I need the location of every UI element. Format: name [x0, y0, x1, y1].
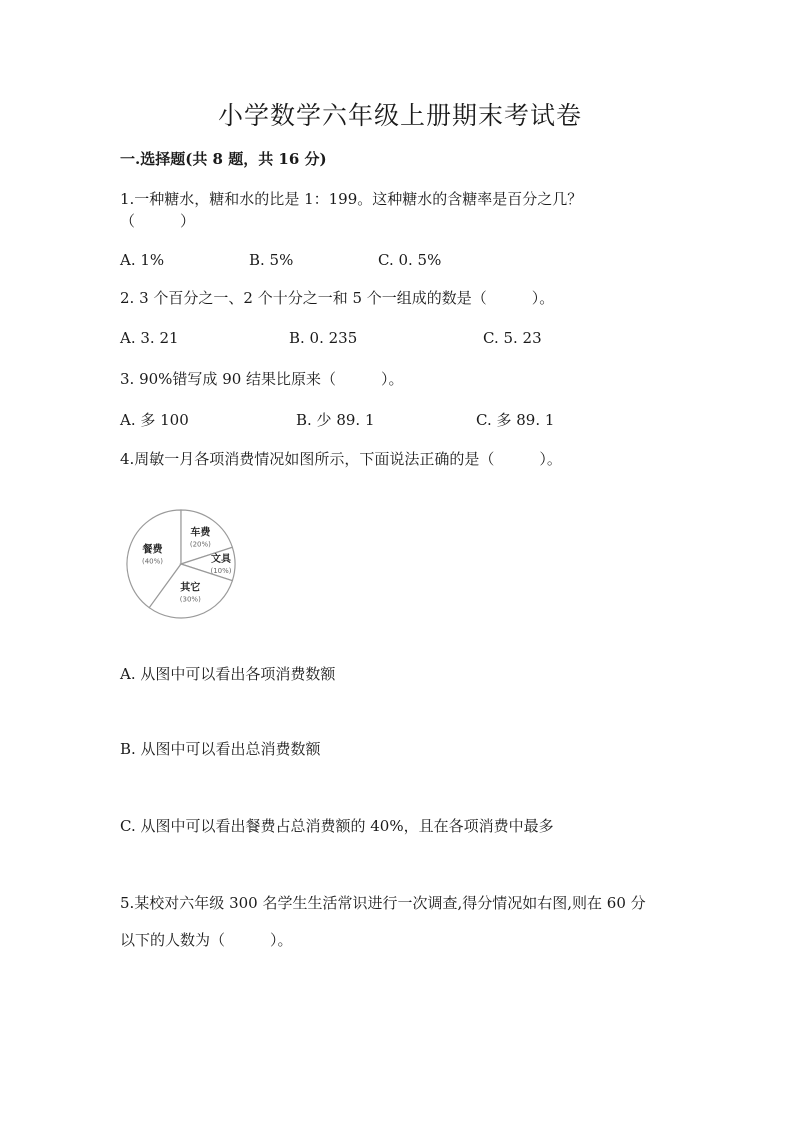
- question-4-stem: 4.周敏一月各项消费情况如图所示，下面说法正确的是（ ）。: [120, 450, 562, 468]
- question-5-stem-cont: 以下的人数为（ ）。: [120, 931, 293, 949]
- pie-slice-name: 车费: [190, 527, 211, 539]
- question-5-stem: 5.某校对六年级 300 名学生生活常识进行一次调查,得分情况如右图,则在 60 分: [120, 894, 646, 912]
- question-3-option-b: B. 少 89. 1: [296, 411, 375, 429]
- question-1-option-a: A. 1%: [120, 251, 165, 269]
- pie-chart: [118, 508, 244, 620]
- question-4-option-b: B. 从图中可以看出总消费数额: [120, 740, 321, 758]
- question-2-stem: 2. 3 个百分之一、2 个十分之一和 5 个一组成的数是（ ）。: [120, 289, 555, 307]
- section-heading: 一.选择题(共 8 题，共 16 分): [120, 150, 327, 168]
- question-4-option-c: C. 从图中可以看出餐费占总消费额的 40%，且在各项消费中最多: [120, 817, 554, 835]
- question-3-option-c: C. 多 89. 1: [476, 411, 555, 429]
- question-3-stem: 3. 90%错写成 90 结果比原来（ ）。: [120, 370, 404, 388]
- pie-slice-name: 文具: [211, 554, 231, 565]
- question-1-option-b: B. 5%: [249, 251, 294, 269]
- question-3-option-a: A. 多 100: [120, 411, 189, 429]
- question-2-option-b: B. 0. 235: [289, 329, 358, 347]
- question-4-option-a: A. 从图中可以看出各项消费数额: [120, 665, 336, 683]
- question-2-option-c: C. 5. 23: [483, 329, 542, 347]
- question-1-option-c: C. 0. 5%: [378, 251, 442, 269]
- pie-slice-name: 其它: [180, 582, 201, 594]
- question-1-stem: 1.一种糖水，糖和水的比是 1：199。这种糖水的含糖率是百分之几？: [120, 190, 583, 208]
- page-title: 小学数学六年级上册期末考试卷: [217, 101, 582, 130]
- pie-slice-percent: (30%): [179, 595, 201, 604]
- pie-slice-percent: (20%): [189, 540, 211, 549]
- pie-slice-percent: (10%): [210, 567, 232, 575]
- pie-slice-name: 餐费: [142, 544, 163, 556]
- pie-slice-percent: (40%): [141, 557, 164, 566]
- question-2-option-a: A. 3. 21: [120, 329, 179, 347]
- question-1-stem-cont: （ ）: [120, 212, 196, 230]
